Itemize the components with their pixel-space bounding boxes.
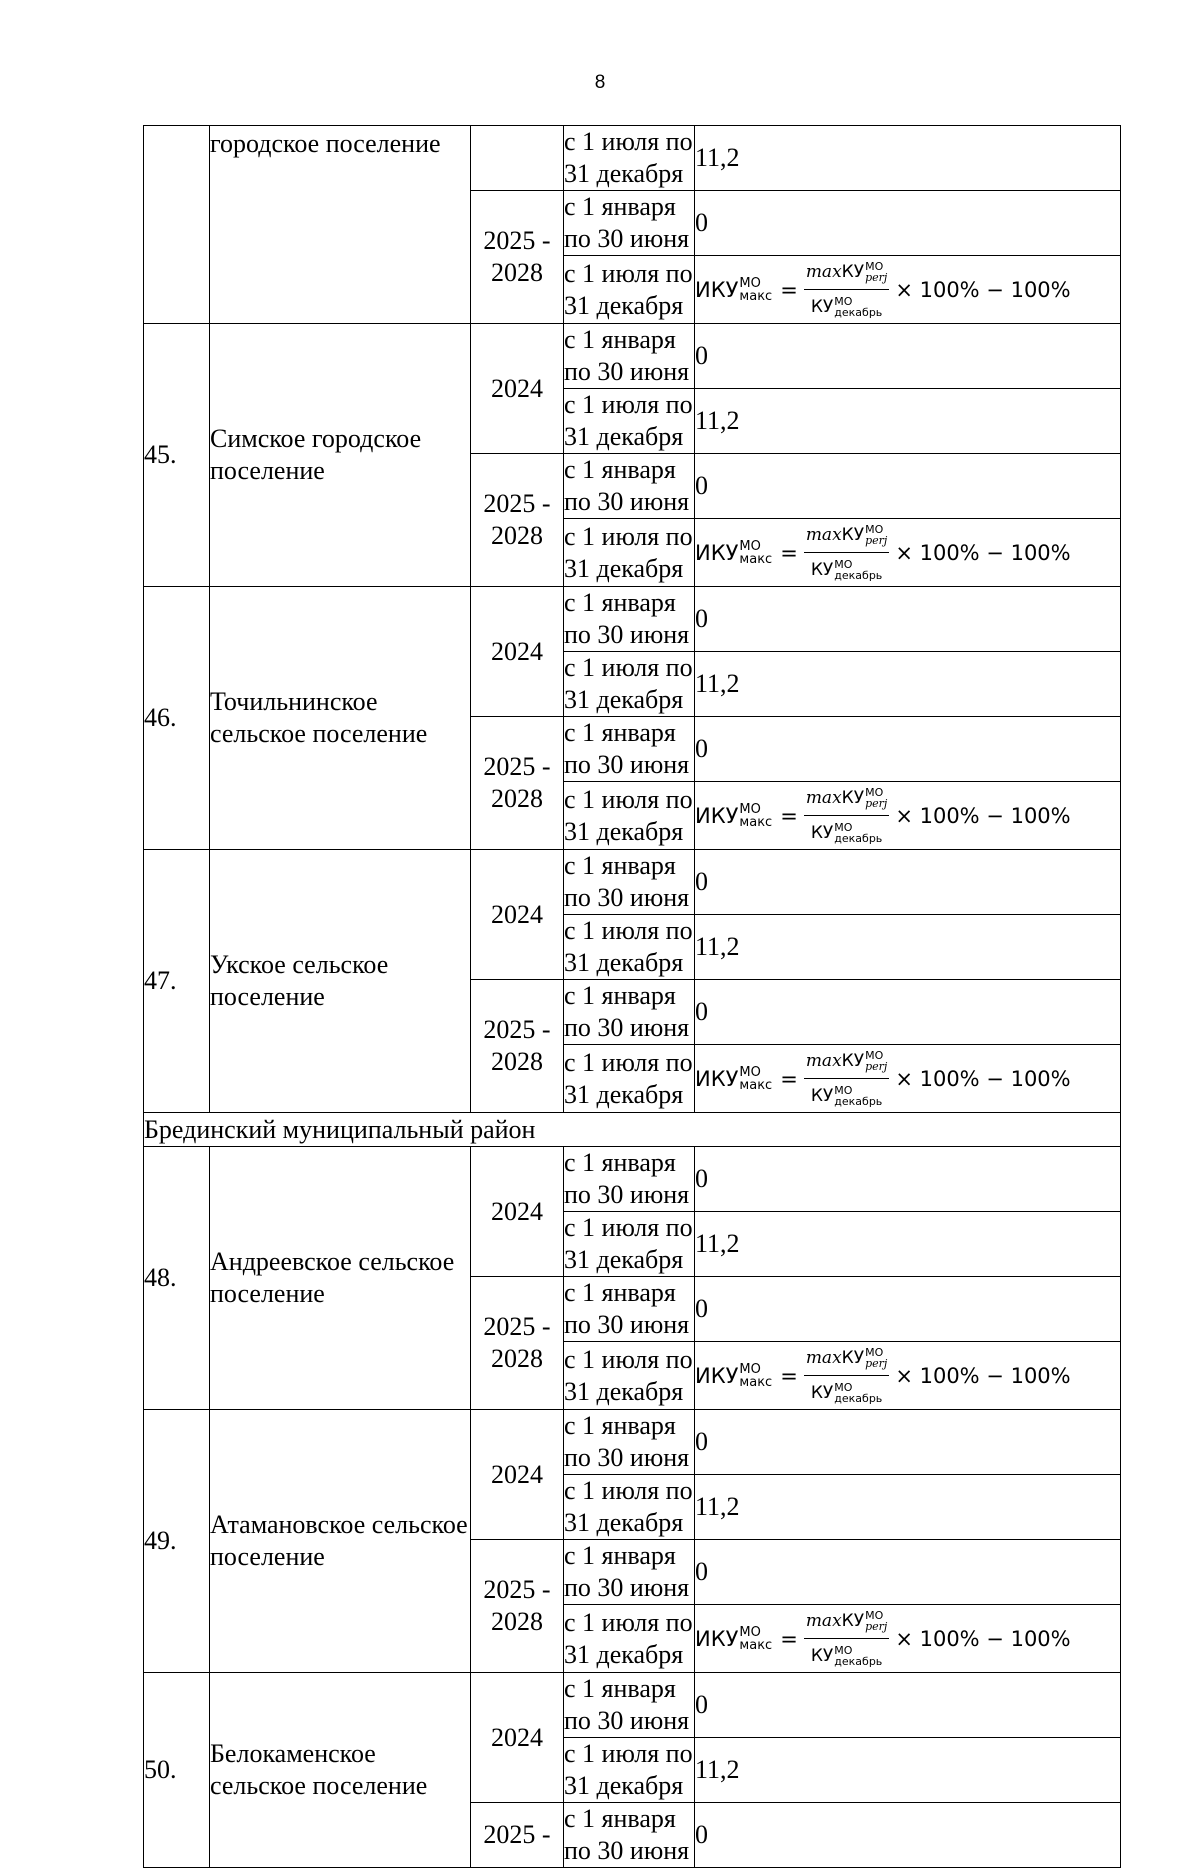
period-cell: с 1 января по 30 июня: [564, 1147, 695, 1212]
formula-cell: [695, 1045, 1121, 1113]
year-cell: 2024: [471, 850, 564, 980]
table-row: [144, 1410, 1121, 1475]
value-cell: 0: [695, 1410, 1121, 1475]
period-cell: с 1 января по 30 июня: [564, 850, 695, 915]
year-cell: 2024: [471, 1147, 564, 1277]
value-cell: 0: [695, 1277, 1121, 1342]
value-cell: 11,2: [695, 126, 1121, 191]
period-cell: с 1 января по 30 июня: [564, 980, 695, 1045]
year-cell: 2025 - 2028: [471, 1277, 564, 1410]
value-cell: 0: [695, 980, 1121, 1045]
settlement-name: городское поселение: [210, 126, 471, 324]
year-cell: 2024: [471, 1673, 564, 1803]
tariff-table: [143, 125, 1121, 1868]
value-cell: 0: [695, 324, 1121, 389]
formula-cell: [695, 1605, 1121, 1673]
period-cell: с 1 января по 30 июня: [564, 587, 695, 652]
value-cell: 11,2: [695, 915, 1121, 980]
period-cell: с 1 июля по 31 декабря: [564, 1045, 695, 1113]
period-cell: с 1 июля по 31 декабря: [564, 126, 695, 191]
period-cell: с 1 января по 30 июня: [564, 1803, 695, 1868]
year-cell: 2025 - 2028: [471, 454, 564, 587]
value-cell: 11,2: [695, 1738, 1121, 1803]
period-cell: с 1 января по 30 июня: [564, 324, 695, 389]
index-formula: ИКУ МО макс = max КУ МО perj КУ МО декабрь × 100% − 100%: [695, 256, 1071, 323]
value-cell: 11,2: [695, 1212, 1121, 1277]
value-cell: 0: [695, 717, 1121, 782]
year-cell: 2025 - 2028: [471, 191, 564, 324]
formula-cell: [695, 782, 1121, 850]
year-cell: 2025 - 2028: [471, 980, 564, 1113]
period-cell: с 1 июля по 31 декабря: [564, 652, 695, 717]
year-cell: 2024: [471, 324, 564, 454]
value-cell: 0: [695, 1673, 1121, 1738]
period-cell: с 1 июля по 31 декабря: [564, 782, 695, 850]
value-cell: 11,2: [695, 1475, 1121, 1540]
year-cell: 2024: [471, 1410, 564, 1540]
value-cell: 0: [695, 850, 1121, 915]
value-cell: 0: [695, 1147, 1121, 1212]
period-cell: с 1 июля по 31 декабря: [564, 1212, 695, 1277]
value-cell: 11,2: [695, 389, 1121, 454]
table-row: [144, 1147, 1121, 1212]
table-row: [144, 587, 1121, 652]
formula-cell: [695, 519, 1121, 587]
period-cell: с 1 июля по 31 декабря: [564, 519, 695, 587]
table-row: [144, 850, 1121, 915]
value-cell: 0: [695, 1540, 1121, 1605]
period-cell: с 1 июля по 31 декабря: [564, 1475, 695, 1540]
period-cell: с 1 июля по 31 декабря: [564, 1605, 695, 1673]
district-name: Брединский муниципальный район: [144, 1113, 1121, 1147]
value-cell: 0: [695, 191, 1121, 256]
value-cell: 0: [695, 587, 1121, 652]
table-row: [144, 1673, 1121, 1738]
row-number: 48.: [144, 1147, 210, 1410]
page-number: 8: [594, 72, 606, 93]
settlement-name: Укское сельское поселение: [210, 850, 471, 1113]
period-cell: с 1 января по 30 июня: [564, 1277, 695, 1342]
row-number: 49.: [144, 1410, 210, 1673]
period-cell: с 1 января по 30 июня: [564, 1410, 695, 1475]
value-cell: 11,2: [695, 652, 1121, 717]
formula-cell: [695, 1342, 1121, 1410]
row-number: 45.: [144, 324, 210, 587]
index-formula: ИКУ МО макс = max КУ МО perj КУ МО декабрь × 100% − 100%: [695, 519, 1071, 586]
settlement-name: Симское городское поселение: [210, 324, 471, 587]
row-number: 47.: [144, 850, 210, 1113]
district-row: [144, 1113, 1121, 1147]
index-formula: ИКУ МО макс = max КУ МО perj КУ МО декабрь × 100% − 100%: [695, 1605, 1071, 1672]
table-row: [144, 126, 1121, 191]
year-cell: 2024: [471, 587, 564, 717]
table-row: [144, 324, 1121, 389]
index-formula: ИКУ МО макс = max КУ МО perj КУ МО декабрь × 100% − 100%: [695, 1045, 1071, 1112]
period-cell: с 1 июля по 31 декабря: [564, 389, 695, 454]
settlement-name: Андреевское сельское поселение: [210, 1147, 471, 1410]
value-cell: 0: [695, 454, 1121, 519]
year-cell: 2025 -: [471, 1803, 564, 1868]
settlement-name: Атамановское сельское поселение: [210, 1410, 471, 1673]
row-number: 46.: [144, 587, 210, 850]
index-formula: ИКУ МО макс = max КУ МО perj КУ МО декабрь × 100% − 100%: [695, 1342, 1071, 1409]
period-cell: с 1 января по 30 июня: [564, 454, 695, 519]
settlement-name: Белокаменское сельское поселение: [210, 1673, 471, 1868]
year-cell: 2025 - 2028: [471, 1540, 564, 1673]
value-cell: 0: [695, 1803, 1121, 1868]
year-cell: [471, 126, 564, 191]
period-cell: с 1 января по 30 июня: [564, 191, 695, 256]
row-number: [144, 126, 210, 324]
period-cell: с 1 января по 30 июня: [564, 1673, 695, 1738]
index-formula: ИКУ МО макс = max КУ МО perj КУ МО декабрь × 100% − 100%: [695, 782, 1071, 849]
period-cell: с 1 июля по 31 декабря: [564, 1738, 695, 1803]
period-cell: с 1 июля по 31 декабря: [564, 256, 695, 324]
settlement-name: Точильнинское сельское поселение: [210, 587, 471, 850]
year-cell: 2025 - 2028: [471, 717, 564, 850]
period-cell: с 1 января по 30 июня: [564, 717, 695, 782]
period-cell: с 1 июля по 31 декабря: [564, 915, 695, 980]
period-cell: с 1 января по 30 июня: [564, 1540, 695, 1605]
period-cell: с 1 июля по 31 декабря: [564, 1342, 695, 1410]
formula-cell: [695, 256, 1121, 324]
row-number: 50.: [144, 1673, 210, 1868]
